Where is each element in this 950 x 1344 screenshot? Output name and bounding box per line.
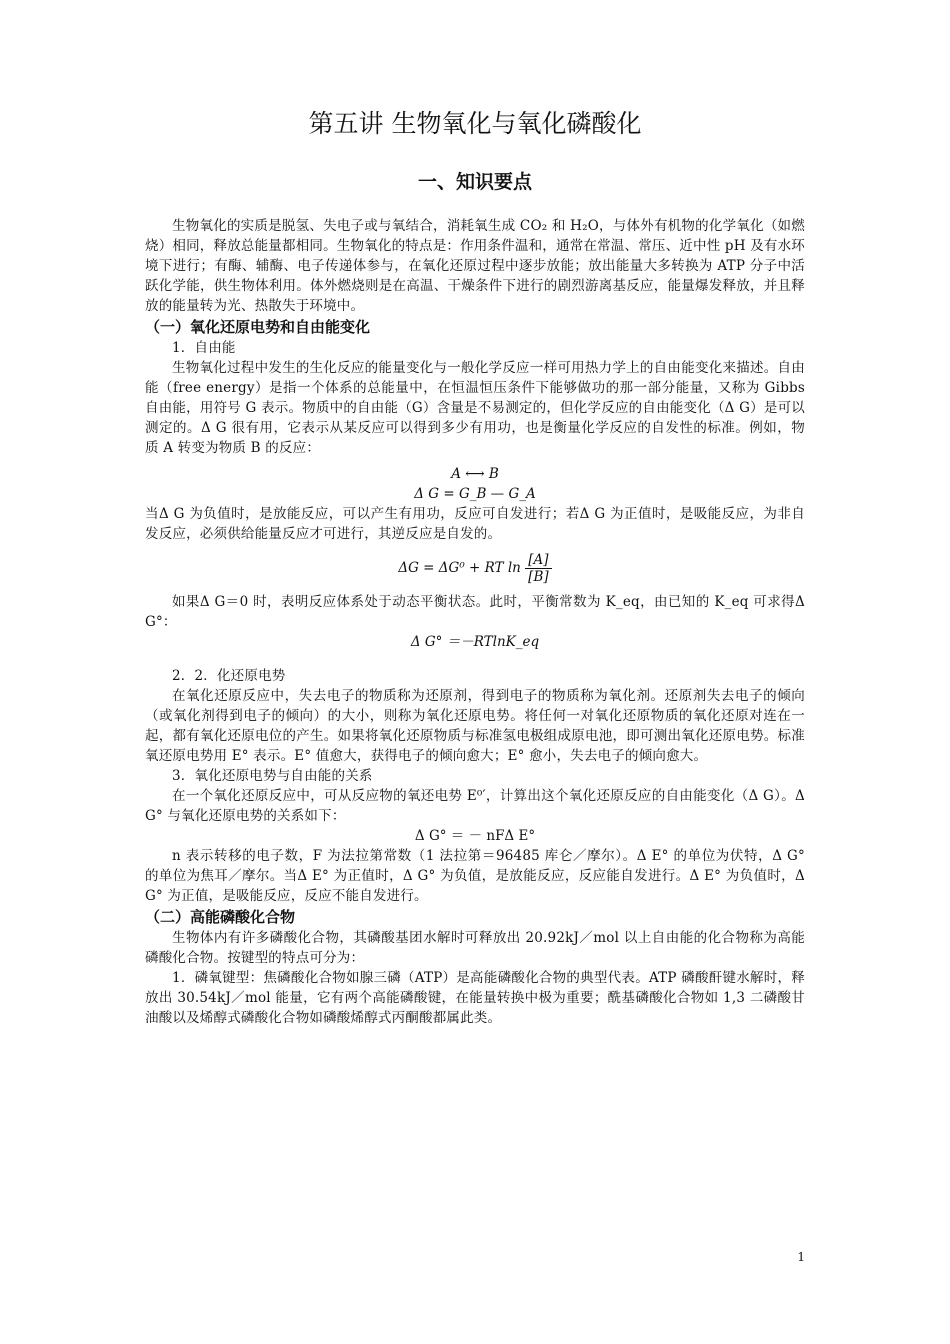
page-title: 第五讲 生物氧化与氧化磷酸化 xyxy=(308,109,642,138)
paragraph-atp: 1．磷氧键型：焦磷酸化合物如腺三磷（ATP）是高能磷酸化合物的典型代表。ATP 磷酸酐键水解时，释放出 30.54kJ／mol 能量，它有两个高能磷酸键，在能量转换中极为重要；酰基磷酸化合物如 1,3 二磷酸甘油酸以及烯醇式磷酸化合物如磷酸烯醇式丙酮酸都属此类。 xyxy=(145,970,805,1026)
equation-standard-free-energy: Δ G° ＝－RTlnK_eq xyxy=(410,634,540,650)
paragraph-intro: 生物氧化的实质是脱氢、失电子或与氧结合，消耗氧生成 CO₂ 和 H₂O，与体外有机物的化学氧化（如燃烧）相同，释放总能量都相同。生物氧化的特点是：作用条件温和，通常在常温、常压、近中性 pH 及有水环境下进行；有酶、辅酶、电子传递体参与，在氧化还原过程中逐步放能；放出能量大多转换为 ATP 分子中活跃化学能，供生物体利用。体外燃烧则是在高温、干燥条件下进行的剧烈游离基反应，能量爆发释放，并且释放的能量转为光、热散失于环境中。 xyxy=(145,218,805,314)
equation-delta-g: Δ G = G_B — G_A xyxy=(414,486,536,502)
paragraph-nf: n 表示转移的电子数，F 为法拉第常数（1 法拉第＝96485 库仑／摩尔）。Δ E° 的单位为伏特，Δ G° 的单位为焦耳／摩尔。当Δ E° 为正值时，Δ G° 为负值，是放能反应，反应能自发进行。Δ E° 为负值时，Δ G° 为正值，是吸能反应，反应不能自发进行。 xyxy=(145,848,805,904)
paragraph-sign: 当Δ G 为负值时，是放能反应，可以产生有用功，反应可自发进行；若Δ G 为正值时，是吸能反应，为非自发反应，必须供给能量反应才可进行，其逆反应是自发的。 xyxy=(145,506,805,542)
equation-numerator: [A] xyxy=(525,552,551,569)
item-relation: 3．氧化还原电势与自由能的关系 xyxy=(172,768,373,784)
paragraph-redox: 在氧化还原反应中，失去电子的物质称为还原剂，得到电子的物质称为氧化剂。还原剂失去电子的倾向（或氧化剂得到电子的倾向）的大小，则称为氧化还原电势。将任何一对氧化还原物质的氧化还原对连在一起，都有氧化还原电位的产生。如果将氧化还原物质与标准氢电极组成原电池，即可测出氧化还原电势。标准氧还原电势用 E° 表示。E° 值愈大，获得电子的倾向愈大；E° 愈小，失去电子的倾向愈大。 xyxy=(145,688,805,764)
item-free-energy: 1．自由能 xyxy=(172,340,236,356)
equation-denominator: [B] xyxy=(528,569,549,585)
equation-main-left: ΔG = ΔG⁰ + RT ln xyxy=(398,560,521,576)
equation-fraction xyxy=(525,552,551,585)
equation-reaction: A ⟷ B xyxy=(451,466,499,482)
subsection-heading-high-energy-phosphate: （二）高能磷酸化合物 xyxy=(145,908,296,926)
paragraph-high-energy: 生物体内有许多磷酸化合物，其磷酸基团水解时可释放出 20.92kJ／mol 以上自由能的化合物称为高能磷酸化合物。按键型的特点可分为： xyxy=(145,930,805,966)
subsection-heading-redox-free-energy: （一）氧化还原电势和自由能变化 xyxy=(145,318,371,336)
paragraph-relation: 在一个氧化还原反应中，可从反应物的氧还电势 E⁰′，计算出这个氧化还原反应的自由能变化（Δ G）。Δ G° 与氧化还原电势的关系如下： xyxy=(145,788,805,824)
document-page xyxy=(145,0,805,1344)
item-redox-potential: 2．2．化还原电势 xyxy=(172,668,286,684)
section-heading-knowledge-points: 一、知识要点 xyxy=(417,171,532,193)
document-body xyxy=(145,216,805,1028)
equation-nf: Δ G° ＝ － nFΔ E° xyxy=(414,828,536,844)
page-number: 1 xyxy=(797,1250,805,1264)
paragraph-equilibrium: 如果Δ G＝0 时，表明反应体系处于动态平衡状态。此时，平衡常数为 K_eq，由已知的 K_eq 可求得Δ G°： xyxy=(145,594,805,630)
paragraph-free-energy: 生物氧化过程中发生的生化反应的能量变化与一般化学反应一样可用热力学上的自由能变化来描述。自由能（free energy）是指一个体系的总能量中，在恒温恒压条件下能够做功的那一部分能量，又称为 Gibbs 自由能，用符号 G 表示。物质中的自由能（G）含量是不易测定的，但化学反应的自由能变化（Δ G）是可以测定的。Δ G 很有用，它表示从某反应可以得到多少有用功，也是衡量化学反应的自发性的标准。例如，物质 A 转变为物质 B 的反应： xyxy=(145,360,805,456)
equation-delta-g-ln xyxy=(145,548,805,588)
